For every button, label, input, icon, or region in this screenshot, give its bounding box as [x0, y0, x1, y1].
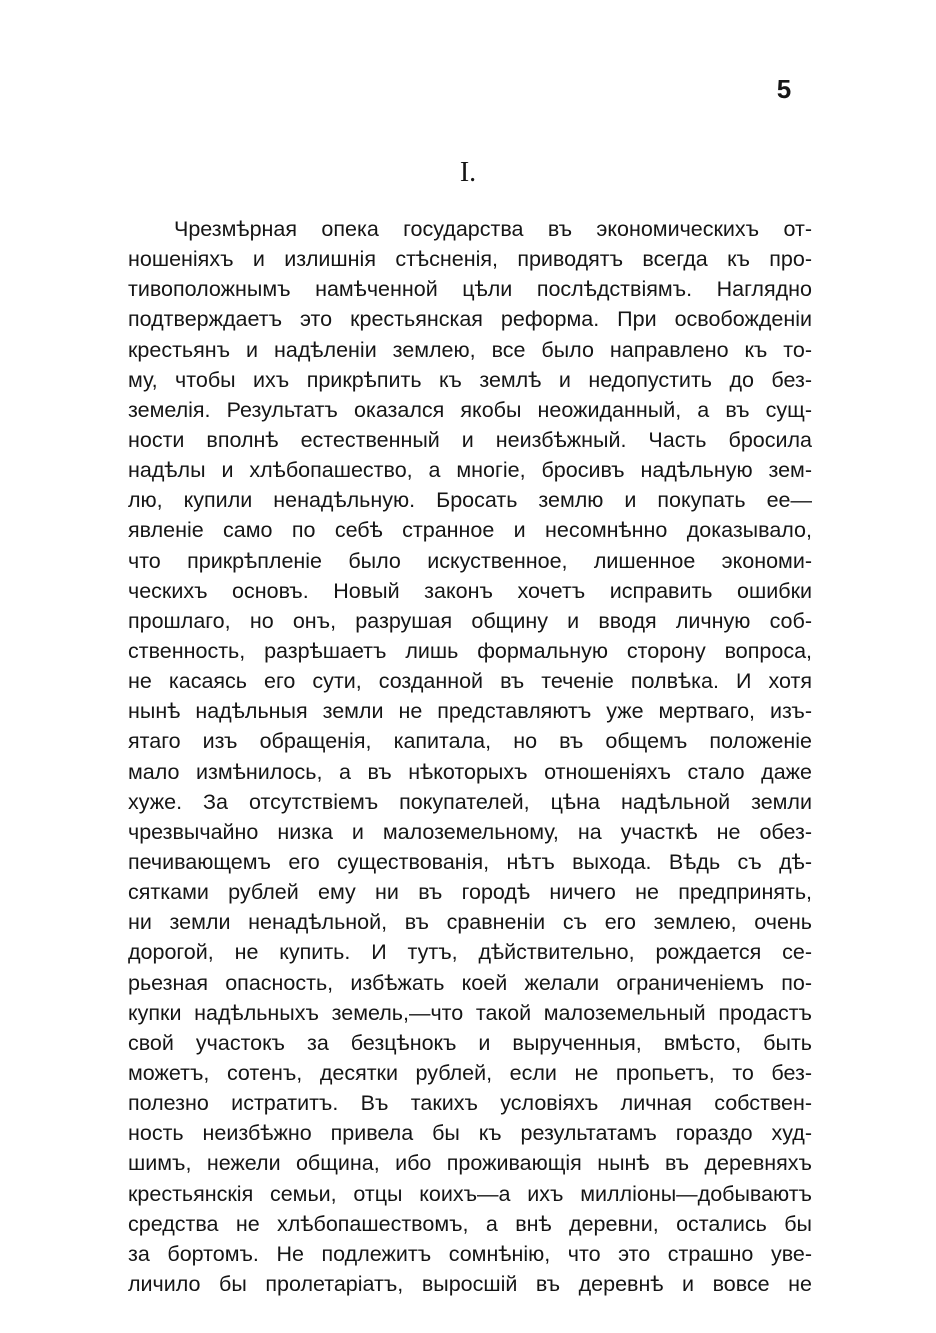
- text-line: можетъ, сотенъ, десятки рублей, если не пропьетъ, то без-: [128, 1060, 812, 1085]
- text-line: ческихъ основъ. Новый законъ хочетъ исправить ошибки: [128, 578, 812, 603]
- text-line: подтверждаетъ это крестьянская реформа. При освобожденіи: [128, 307, 812, 332]
- text-line: лю, купили ненадѣльную. Бросать землю и покупать ее—: [128, 488, 812, 513]
- text-line: средства не хлѣбопашествомъ, а внѣ деревни, остались бы: [128, 1211, 812, 1236]
- text-line: тивоположнымъ намѣченной цѣли послѣдствіямъ. Наглядно: [128, 277, 812, 302]
- text-line: купки надѣльныхъ земель,—что такой малоземельный продастъ: [128, 1000, 812, 1025]
- text-line: сятками рублей ему ни въ городѣ ничего не предпринять,: [128, 880, 812, 905]
- body-text: [128, 214, 812, 1299]
- text-line: ственность, разрѣшаетъ лишь формальную сторону вопроса,: [128, 638, 812, 663]
- text-line: за бортомъ. Не подлежитъ сомнѣнію, что это страшно уве-: [128, 1241, 812, 1266]
- text-line: рьезная опасность, избѣжать коей желали ограниченіемъ по-: [128, 970, 812, 995]
- text-line: печивающемъ его существованія, нѣтъ выхода. Вѣдь съ дѣ-: [128, 849, 812, 874]
- text-line: ность неизбѣжно привела бы къ результатамъ гораздо худ-: [128, 1121, 812, 1146]
- chapter-heading: I.: [459, 157, 477, 188]
- text-line: надѣлы и хлѣбопашество, а многіе, бросивъ надѣльную зем-: [128, 458, 812, 483]
- text-line: явленіе само по себѣ странное и несомнѣнно доказывало,: [128, 518, 812, 543]
- text-line: что прикрѣпленіе было искуственное, лишенное экономи-: [128, 548, 812, 573]
- text-line: хуже. За отсутствіемъ покупателей, цѣна надѣльной земли: [128, 789, 812, 814]
- text-line: ности вполнѣ естественный и неизбѣжный. Часть бросила: [128, 427, 812, 452]
- text-line: дорогой, не купить. И тутъ, дѣйствительно, рождается се-: [128, 940, 812, 965]
- text-line: Чрезмѣрная опека государства въ экономическихъ от-: [174, 217, 812, 241]
- text-line: ношеніяхъ и излишнія стѣсненія, приводятъ всегда къ про-: [128, 247, 812, 272]
- text-line: не касаясь его сути, созданной въ теченіе полвѣка. И хотя: [128, 669, 812, 694]
- text-line: земелія. Результатъ оказался якобы неожиданный, а въ сущ-: [128, 397, 812, 422]
- text-line: крестьянъ и надѣленіи землею, все было направлено къ то-: [128, 337, 812, 362]
- text-line: нынѣ надѣльныя земли не представляютъ уже мертваго, изъ-: [128, 699, 812, 724]
- text-line: личило бы пролетаріатъ, выросшій въ деревнѣ и вовсе не: [128, 1271, 812, 1296]
- text-line: ятаго изъ обращенія, капитала, но въ общемъ положеніе: [128, 729, 812, 754]
- text-line: мало измѣнилось, а въ нѣкоторыхъ отношеніяхъ стало даже: [128, 759, 812, 784]
- text-line: крестьянскія семьи, отцы коихъ—а ихъ милліоны—добываютъ: [128, 1181, 812, 1206]
- text-line: му, чтобы ихъ прикрѣпить къ землѣ и недопустить до без-: [128, 367, 812, 392]
- text-line: прошлаго, но онъ, разрушая общину и вводя личную соб-: [128, 608, 812, 633]
- text-line: полезно истратитъ. Въ такихъ условіяхъ личная собствен-: [128, 1091, 812, 1116]
- text-line: чрезвычайно низка и малоземельному, на участкѣ не обез-: [128, 819, 812, 844]
- text-line: шимъ, нежели община, ибо проживающія нынѣ въ деревняхъ: [128, 1151, 812, 1176]
- text-line: свой участокъ за безцѣнокъ и вырученныя, вмѣсто, быть: [128, 1030, 812, 1055]
- page-number: 5: [776, 74, 792, 104]
- text-line: ни земли ненадѣльной, въ сравненіи съ его землею, очень: [128, 910, 812, 935]
